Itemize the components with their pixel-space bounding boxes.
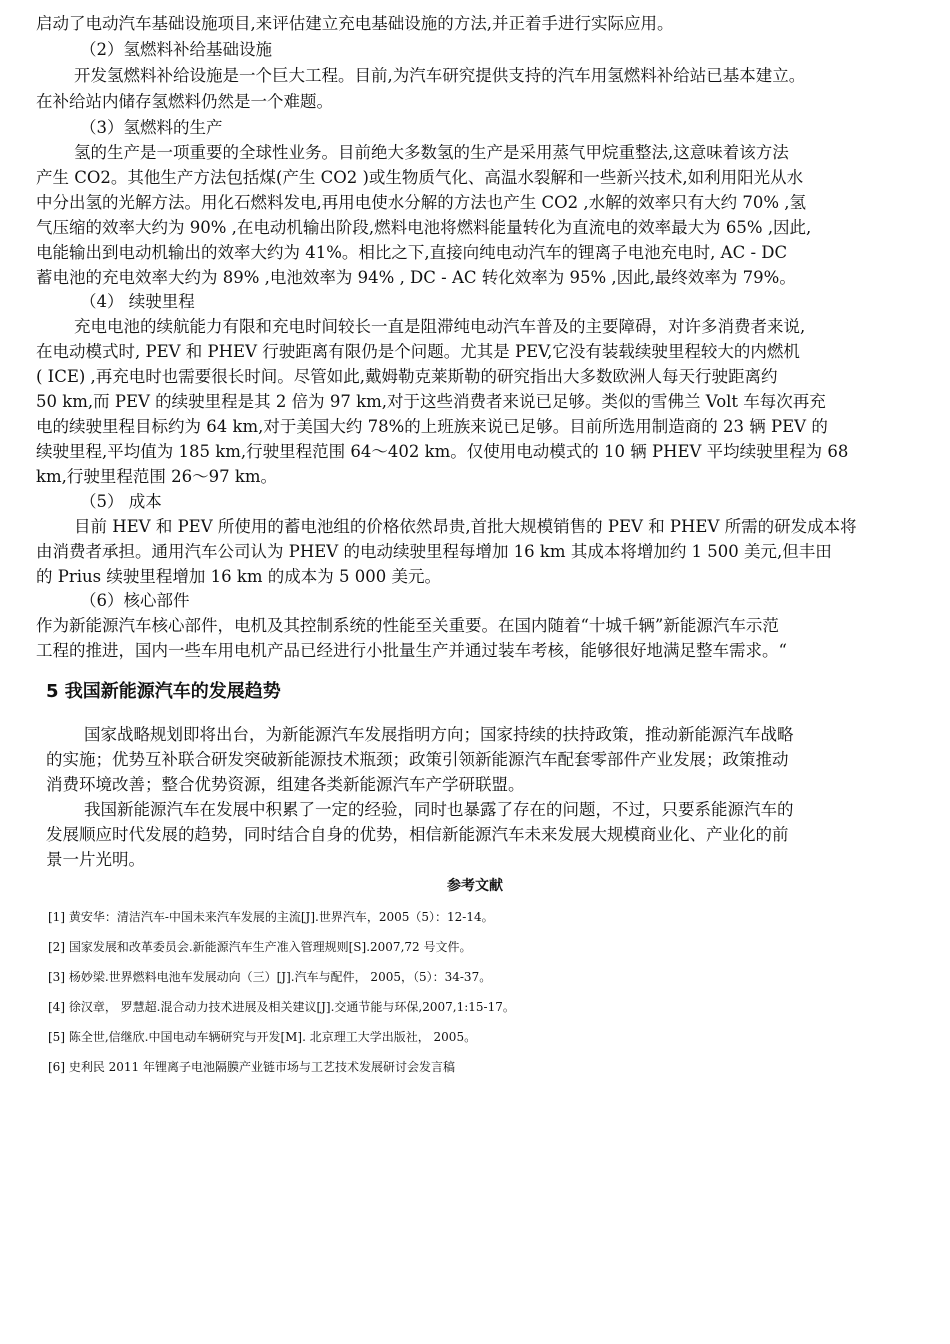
references-heading: 参考文献 <box>447 878 503 894</box>
text-line: 中分出氢的光解方法。用化石燃料发电,再用电使水分解的方法也产生 CO2 ,水解的效率只有大约 70% ,氢 <box>36 193 807 212</box>
subheading-hydrogen-infrastructure: （2）氢燃料补给基础设施 <box>80 40 272 59</box>
text-line: 发展顺应时代发展的趋势，同时结合自身的优势，相信新能源汽车未来发展大规模商业化、产业化的前 <box>46 825 789 844</box>
text-line: 在电动模式时, PEV 和 PHEV 行驶距离有限仍是个问题。尤其是 PEV,它没有装载续驶里程较大的内燃机 <box>36 342 800 361</box>
text-line: 消费环境改善；整合优势资源，组建各类新能源汽车产学研联盟。 <box>46 775 525 794</box>
subheading-hydrogen-production: （3）氢燃料的生产 <box>80 118 223 137</box>
reference-item: [2] 国家发展和改革委员会.新能源汽车生产准入管理规则[S].2007,72 号文件。 <box>48 940 472 954</box>
text-line: km,行驶里程范围 26～97 km。 <box>36 467 278 486</box>
text-line: 的实施；优势互补联合研发突破新能源技术瓶颈；政策引领新能源汽车配套零部件产业发展；政策推动 <box>46 750 789 769</box>
reference-item: [4] 徐汉章， 罗慧超.混合动力技术进展及相关建议[J].交通节能与环保,2007,1:15-17。 <box>48 1000 515 1014</box>
text-line: 续驶里程,平均值为 185 km,行驶里程范围 64～402 km。仅使用电动模式的 10 辆 PHEV 平均续驶里程为 68 <box>36 442 849 461</box>
text-line: 由消费者承担。通用汽车公司认为 PHEV 的电动续驶里程每增加 16 km 其成本将增加约 1 500 美元,但丰田 <box>36 542 832 561</box>
text-line: 蓄电池的充电效率大约为 89% ,电池效率为 94% , DC - AC 转化效率为 95% ,因此,最终效率为 79%。 <box>36 268 796 287</box>
text-line: 开发氢燃料补给设施是一个巨大工程。目前,为汽车研究提供支持的汽车用氢燃料补给站已基本建立。 <box>74 66 806 85</box>
text-line: 电能输出到电动机输出的效率大约为 41%。相比之下,直接向纯电动汽车的锂离子电池充电时, AC - DC <box>36 243 788 262</box>
subheading-cost: （5） 成本 <box>80 492 162 511</box>
text-line: 充电电池的续航能力有限和充电时间较长一直是阻滞纯电动汽车普及的主要障碍，对许多消费者来说, <box>74 317 806 336</box>
text-line: 氢的生产是一项重要的全球性业务。目前绝大多数氢的生产是采用蒸气甲烷重整法,这意味着该方法 <box>74 143 789 162</box>
section-heading: 5 我国新能源汽车的发展趋势 <box>46 681 281 702</box>
subheading-core-components: （6）核心部件 <box>80 591 190 610</box>
reference-item: [6] 史利民 2011 年锂离子电池隔膜产业链市场与工艺技术发展研讨会发言稿 <box>48 1060 455 1074</box>
text-line: 目前 HEV 和 PEV 所使用的蓄电池组的价格依然昂贵,首批大规模销售的 PEV 和 PHEV 所需的研发成本将 <box>74 517 857 536</box>
text-line: 作为新能源汽车核心部件，电机及其控制系统的性能至关重要。在国内随着“十城千辆”新能源汽车示范 <box>36 616 779 635</box>
reference-item: [3] 杨妙梁.世界燃料电池车发展动向（三）[J].汽车与配件， 2005，（5）：34-37。 <box>48 970 492 984</box>
text-line: 在补给站内储存氢燃料仍然是一个难题。 <box>36 92 333 111</box>
text-line: 启动了电动汽车基础设施项目,来评估建立充电基础设施的方法,并正着手进行实际应用。 <box>36 14 674 33</box>
text-line: 景一片光明。 <box>46 850 145 869</box>
text-line: 国家战略规划即将出台，为新能源汽车发展指明方向；国家持续的扶持政策，推动新能源汽车战略 <box>84 725 794 744</box>
subheading-driving-range: （4） 续驶里程 <box>80 292 195 311</box>
text-line: ( ICE) ,再充电时也需要很长时间。尽管如此,戴姆勒克莱斯勒的研究指出大多数欧洲人每天行驶距离约 <box>36 367 778 386</box>
text-line: 产生 CO2。其他生产方法包括煤(产生 CO2 )或生物质气化、高温水裂解和一些新兴技术,如利用阳光从水 <box>36 168 804 187</box>
text-line: 50 km,而 PEV 的续驶里程是其 2 倍为 97 km,对于这些消费者来说已足够。类似的雪佛兰 Volt 车每次再充 <box>36 392 826 411</box>
text-line: 工程的推进，国内一些车用电机产品已经进行小批量生产并通过装车考核，能够很好地满足整车需求。“ <box>36 641 787 660</box>
text-line: 电的续驶里程目标约为 64 km,对于美国大约 78%的上班族来说已足够。目前所选用制造商的 23 辆 PEV 的 <box>36 417 828 436</box>
text-line: 我国新能源汽车在发展中积累了一定的经验，同时也暴露了存在的问题，不过，只要系能源汽车的 <box>84 800 794 819</box>
text-line: 的 Prius 续驶里程增加 16 km 的成本为 5 000 美元。 <box>36 567 441 586</box>
text-line: 气压缩的效率大约为 90% ,在电动机输出阶段,燃料电池将燃料能量转化为直流电的效率最大为 65% ,因此, <box>36 218 812 237</box>
reference-item: [5] 陈全世,信继欣.中国电动车辆研究与开发[M]. 北京理工大学出版社， 2005。 <box>48 1030 477 1044</box>
reference-item: [1] 黄安华：清洁汽车-中国未来汽车发展的主流[J].世界汽车，2005（5）：12-14。 <box>48 910 494 924</box>
